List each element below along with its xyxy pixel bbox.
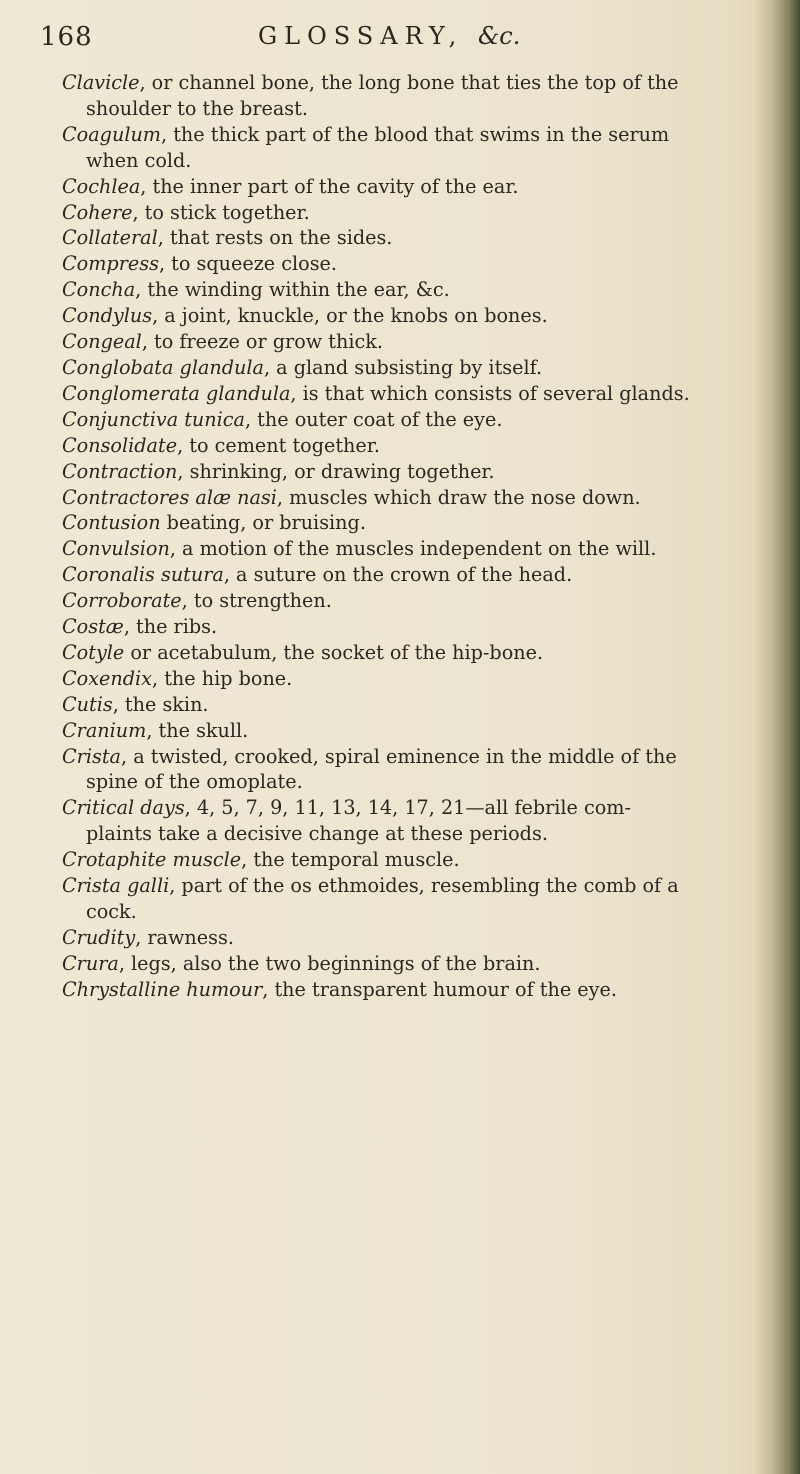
glossary-term: Contusion <box>62 511 161 535</box>
glossary-term: Cotyle <box>62 640 125 664</box>
glossary-entry <box>62 666 742 692</box>
glossary-definition: , the skin. <box>112 692 209 716</box>
glossary-entry <box>62 847 742 873</box>
glossary-entry <box>62 588 742 614</box>
glossary-entry <box>62 718 742 744</box>
glossary-term: Congeal <box>62 330 142 354</box>
glossary-definition: , to cement together. <box>177 433 380 457</box>
glossary-term: Conglomerata glandula <box>62 381 291 405</box>
glossary-entry <box>62 640 742 666</box>
glossary-entry <box>62 977 742 1003</box>
glossary-definition: , to strengthen. <box>181 589 332 613</box>
glossary-term: Conjunctiva tunica <box>62 407 245 431</box>
running-head <box>258 22 520 50</box>
glossary-term: Coxendix <box>62 666 153 690</box>
glossary-term: Concha <box>62 278 136 302</box>
glossary-definition: , that rests on the sides. <box>157 226 393 250</box>
glossary-term: Chrystalline humour <box>62 977 263 1001</box>
glossary-term: Cohere <box>62 200 133 224</box>
glossary-entry <box>62 614 742 640</box>
glossary-definition: , a gland subsisting by itself. <box>263 355 543 379</box>
glossary-definition: , to stick together. <box>132 200 310 224</box>
glossary-term: Contractores alæ nasi <box>62 485 277 509</box>
glossary-entry <box>62 562 742 588</box>
glossary-entry <box>62 303 742 329</box>
glossary-definition: , the thick part of the blood that swims in the serum <box>161 122 670 146</box>
glossary-definition-continuation: plaints take a decisive change at these periods. <box>86 822 548 846</box>
glossary-term: Cutis <box>62 692 113 716</box>
glossary-entry <box>62 225 742 251</box>
glossary-entry <box>62 433 742 459</box>
glossary-definition: , rawness. <box>135 925 234 949</box>
glossary-entry <box>62 381 742 407</box>
glossary-entry <box>62 485 742 511</box>
glossary-term: Crista <box>62 744 121 768</box>
glossary-term: Conglobata glandula <box>62 355 264 379</box>
glossary-definition: , part of the os ethmoides, resembling the comb of a <box>169 874 679 898</box>
glossary-term: Crudity <box>62 925 136 949</box>
glossary-entry <box>62 70 742 96</box>
glossary-term: Crura <box>62 951 119 975</box>
glossary-term: Compress <box>62 252 159 276</box>
glossary-entry <box>62 951 742 977</box>
glossary-definition-continuation: shoulder to the breast. <box>86 96 308 120</box>
glossary-definition: , the winding within the ear, &c. <box>135 278 450 302</box>
glossary-definition-continuation: spine of the omoplate. <box>86 770 303 794</box>
glossary-entry <box>62 744 742 770</box>
glossary-entries <box>62 70 742 1003</box>
glossary-entry <box>62 459 742 485</box>
glossary-term: Collateral <box>62 226 158 250</box>
glossary-definition: , the ribs. <box>123 615 218 639</box>
glossary-term: Contraction <box>62 459 178 483</box>
glossary-entry <box>62 407 742 433</box>
glossary-definition-continuation: when cold. <box>86 148 192 172</box>
glossary-definition: , 4, 5, 7, 9, 11, 13, 14, 17, 21—all febrile com- <box>184 796 631 820</box>
glossary-definition: , the skull. <box>146 718 249 742</box>
glossary-entry <box>62 925 742 951</box>
glossary-definition: , is that which consists of several glands. <box>290 381 690 405</box>
page-edge-shadow <box>754 0 800 1474</box>
glossary-definition: , the inner part of the cavity of the ear. <box>140 174 519 198</box>
glossary-entry <box>62 873 742 899</box>
glossary-definition: or acetabulum, the socket of the hip-bone. <box>124 640 544 664</box>
glossary-term: Coagulum <box>62 122 162 146</box>
glossary-definition: , the hip bone. <box>152 666 293 690</box>
glossary-definition: , muscles which draw the nose down. <box>276 485 641 509</box>
glossary-entry <box>62 200 742 226</box>
page-number: 168 <box>40 22 93 52</box>
glossary-term: Cochlea <box>62 174 141 198</box>
glossary-entry <box>62 329 742 355</box>
glossary-definition: , legs, also the two beginnings of the brain. <box>118 951 541 975</box>
glossary-entry <box>62 692 742 718</box>
glossary-definition: , a suture on the crown of the head. <box>223 563 573 587</box>
glossary-term: Coronalis sutura <box>62 563 224 587</box>
glossary-definition: beating, or bruising. <box>160 511 366 535</box>
glossary-term: Crista galli <box>62 874 170 898</box>
glossary-definition: , the transparent humour of the eye. <box>262 977 617 1001</box>
running-head-etc: &c. <box>477 22 521 50</box>
glossary-term: Convulsion <box>62 537 170 561</box>
glossary-term: Condylus <box>62 304 153 328</box>
glossary-entry <box>62 251 742 277</box>
glossary-definition-continuation: cock. <box>86 900 137 923</box>
glossary-definition: , to squeeze close. <box>158 252 337 276</box>
glossary-term: Costæ <box>62 615 124 639</box>
glossary-definition: , the outer coat of the eye. <box>244 407 503 431</box>
glossary-definition: , or channel bone, the long bone that ties the top of the <box>139 71 679 94</box>
glossary-entry <box>62 122 742 148</box>
glossary-entry <box>62 795 742 821</box>
glossary-entry <box>62 355 742 381</box>
glossary-definition: , a motion of the muscles independent on the will. <box>169 537 657 561</box>
glossary-term: Consolidate <box>62 433 178 457</box>
glossary-definition: , the temporal muscle. <box>241 848 460 872</box>
glossary-definition: , shrinking, or drawing together. <box>177 459 495 483</box>
glossary-term: Clavicle <box>62 71 140 94</box>
glossary-entry <box>62 277 742 303</box>
running-head-title: GLOSSARY, <box>258 22 464 50</box>
glossary-term: Crotaphite muscle <box>62 848 242 872</box>
glossary-entry <box>62 510 742 536</box>
glossary-definition: , a twisted, crooked, spiral eminence in the middle of the <box>121 744 677 768</box>
glossary-definition: , to freeze or grow thick. <box>141 330 383 354</box>
glossary-term: Critical days <box>62 796 185 820</box>
glossary-entry <box>62 536 742 562</box>
glossary-entry <box>62 174 742 200</box>
glossary-definition: , a joint, knuckle, or the knobs on bones. <box>152 304 548 328</box>
glossary-term: Corroborate <box>62 589 182 613</box>
glossary-term: Cranium <box>62 718 147 742</box>
